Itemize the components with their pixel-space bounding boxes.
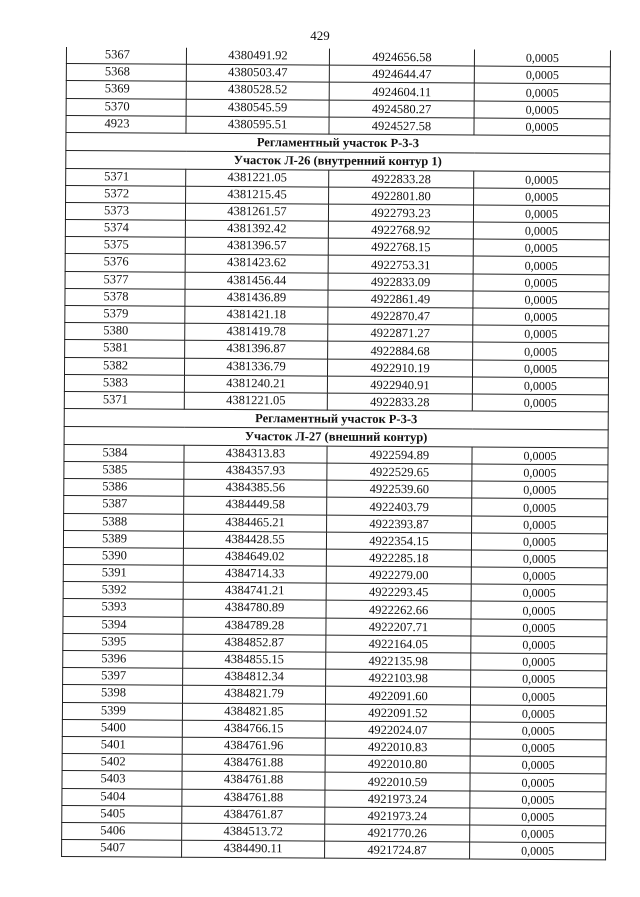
error-cell: 0,0005 bbox=[472, 447, 608, 465]
x-coordinate-cell: 4384649.02 bbox=[183, 548, 326, 566]
table-body bbox=[62, 47, 611, 860]
x-coordinate-cell: 4380528.52 bbox=[186, 82, 329, 100]
error-cell: 0,0005 bbox=[473, 274, 609, 292]
x-coordinate-cell: 4384761.88 bbox=[182, 754, 325, 772]
y-coordinate-cell: 4922768.92 bbox=[328, 221, 473, 239]
error-cell: 0,0005 bbox=[470, 739, 606, 757]
point-number-cell: 5371 bbox=[64, 391, 184, 409]
x-coordinate-cell: 4384761.88 bbox=[182, 772, 325, 790]
x-coordinate-cell: 4384357.93 bbox=[184, 462, 327, 480]
x-coordinate-cell: 4384449.58 bbox=[184, 497, 327, 515]
y-coordinate-cell: 4922529.65 bbox=[327, 463, 472, 481]
point-number-cell: 5402 bbox=[62, 754, 182, 772]
error-cell: 0,0005 bbox=[474, 83, 610, 101]
error-cell: 0,0005 bbox=[474, 171, 610, 189]
point-number-cell: 5377 bbox=[65, 271, 185, 289]
error-cell: 0,0005 bbox=[470, 825, 606, 843]
error-cell: 0,0005 bbox=[471, 601, 607, 619]
point-number-cell: 5384 bbox=[64, 444, 184, 462]
y-coordinate-cell: 4924527.58 bbox=[329, 117, 474, 135]
point-number-cell: 5370 bbox=[66, 98, 186, 116]
table-row bbox=[62, 840, 606, 861]
y-coordinate-cell: 4922594.89 bbox=[327, 446, 472, 464]
y-coordinate-cell: 4922091.60 bbox=[325, 686, 470, 704]
error-cell: 0,0005 bbox=[470, 808, 606, 826]
y-coordinate-cell: 4922164.05 bbox=[326, 635, 471, 653]
x-coordinate-cell: 4384821.85 bbox=[182, 703, 325, 721]
point-number-cell: 5390 bbox=[63, 547, 183, 565]
error-cell: 0,0005 bbox=[474, 188, 610, 206]
y-coordinate-cell: 4924656.58 bbox=[329, 49, 474, 67]
x-coordinate-cell: 4381392.42 bbox=[185, 220, 328, 238]
y-coordinate-cell: 4922884.68 bbox=[328, 342, 473, 360]
x-coordinate-cell: 4381336.79 bbox=[184, 358, 327, 376]
point-number-cell: 5396 bbox=[63, 650, 183, 668]
y-coordinate-cell: 4922861.49 bbox=[328, 290, 473, 308]
point-number-cell: 5381 bbox=[65, 340, 185, 358]
point-number-cell: 5397 bbox=[63, 668, 183, 686]
x-coordinate-cell: 4384513.72 bbox=[182, 823, 325, 841]
error-cell: 0,0005 bbox=[473, 291, 609, 309]
y-coordinate-cell: 4924604.11 bbox=[329, 82, 474, 100]
point-number-cell: 5378 bbox=[65, 288, 185, 306]
point-number-cell: 5373 bbox=[65, 202, 185, 220]
y-coordinate-cell: 4922103.98 bbox=[326, 669, 471, 687]
x-coordinate-cell: 4384855.15 bbox=[183, 651, 326, 669]
y-coordinate-cell: 4922833.28 bbox=[329, 170, 474, 188]
point-number-cell: 5404 bbox=[62, 788, 182, 806]
y-coordinate-cell: 4921770.26 bbox=[325, 824, 470, 842]
error-cell: 0,0005 bbox=[471, 619, 607, 637]
error-cell: 0,0005 bbox=[471, 550, 607, 568]
x-coordinate-cell: 4384428.55 bbox=[183, 531, 326, 549]
y-coordinate-cell: 4922393.87 bbox=[327, 515, 472, 533]
x-coordinate-cell: 4380595.51 bbox=[186, 116, 329, 134]
point-number-cell: 5398 bbox=[62, 685, 182, 703]
y-coordinate-cell: 4922262.66 bbox=[326, 601, 471, 619]
y-coordinate-cell: 4922135.98 bbox=[326, 652, 471, 670]
point-number-cell: 5372 bbox=[66, 185, 186, 203]
y-coordinate-cell: 4924644.47 bbox=[329, 65, 474, 83]
point-number-cell: 5383 bbox=[64, 374, 184, 392]
point-number-cell: 5386 bbox=[64, 479, 184, 497]
x-coordinate-cell: 4381396.57 bbox=[185, 238, 328, 256]
error-cell: 0,0005 bbox=[474, 66, 610, 84]
x-coordinate-cell: 4384766.15 bbox=[182, 720, 325, 738]
error-cell: 0,0005 bbox=[472, 481, 608, 499]
point-number-cell: 5374 bbox=[65, 220, 185, 238]
section-title: Регламентный участок Р-3-3 bbox=[66, 132, 610, 153]
y-coordinate-cell: 4922833.09 bbox=[328, 273, 473, 291]
x-coordinate-cell: 4381221.05 bbox=[184, 392, 327, 410]
y-coordinate-cell: 4922354.15 bbox=[326, 532, 471, 550]
x-coordinate-cell: 4380491.92 bbox=[186, 48, 329, 66]
y-coordinate-cell: 4922910.19 bbox=[327, 359, 472, 377]
error-cell: 0,0005 bbox=[474, 101, 610, 119]
section-subtitle: Участок Л-27 (внешний контур) bbox=[64, 426, 608, 447]
error-cell: 0,0005 bbox=[471, 636, 607, 654]
point-number-cell: 5400 bbox=[62, 719, 182, 737]
x-coordinate-cell: 4380503.47 bbox=[186, 64, 329, 82]
error-cell: 0,0005 bbox=[470, 790, 606, 808]
error-cell: 0,0005 bbox=[472, 515, 608, 533]
error-cell: 0,0005 bbox=[470, 756, 606, 774]
error-cell: 0,0005 bbox=[473, 342, 609, 360]
coordinates-table bbox=[61, 47, 611, 861]
y-coordinate-cell: 4921724.87 bbox=[325, 841, 470, 859]
point-number-cell: 5375 bbox=[65, 237, 185, 255]
coordinates-sheet bbox=[61, 47, 610, 861]
point-number-cell: 5376 bbox=[65, 254, 185, 272]
x-coordinate-cell: 4384812.34 bbox=[183, 668, 326, 686]
x-coordinate-cell: 4384761.88 bbox=[182, 789, 325, 807]
y-coordinate-cell: 4922010.83 bbox=[325, 738, 470, 756]
y-coordinate-cell: 4922833.28 bbox=[327, 393, 472, 411]
x-coordinate-cell: 4381396.87 bbox=[185, 341, 328, 359]
y-coordinate-cell: 4922207.71 bbox=[326, 618, 471, 636]
x-coordinate-cell: 4384821.79 bbox=[182, 686, 325, 704]
point-number-cell: 4923 bbox=[66, 115, 186, 133]
point-number-cell: 5395 bbox=[63, 633, 183, 651]
error-cell: 0,0005 bbox=[470, 705, 606, 723]
point-number-cell: 5385 bbox=[64, 461, 184, 479]
error-cell: 0,0005 bbox=[473, 205, 609, 223]
y-coordinate-cell: 4922024.07 bbox=[325, 721, 470, 739]
x-coordinate-cell: 4384490.11 bbox=[182, 840, 325, 858]
error-cell: 0,0005 bbox=[471, 653, 607, 671]
y-coordinate-cell: 4922801.80 bbox=[329, 187, 474, 205]
x-coordinate-cell: 4381456.44 bbox=[185, 272, 328, 290]
y-coordinate-cell: 4922871.27 bbox=[328, 324, 473, 342]
error-cell: 0,0005 bbox=[471, 533, 607, 551]
error-cell: 0,0005 bbox=[470, 722, 606, 740]
error-cell: 0,0005 bbox=[472, 377, 608, 395]
point-number-cell: 5382 bbox=[65, 357, 185, 375]
point-number-cell: 5399 bbox=[62, 702, 182, 720]
y-coordinate-cell: 4922753.31 bbox=[328, 256, 473, 274]
error-cell: 0,0005 bbox=[471, 584, 607, 602]
y-coordinate-cell: 4922768.15 bbox=[328, 238, 473, 256]
error-cell: 0,0005 bbox=[471, 670, 607, 688]
y-coordinate-cell: 4922091.52 bbox=[325, 704, 470, 722]
point-number-cell: 5388 bbox=[64, 513, 184, 531]
point-number-cell: 5403 bbox=[62, 771, 182, 789]
error-cell: 0,0005 bbox=[472, 464, 608, 482]
error-cell: 0,0005 bbox=[474, 49, 610, 67]
point-number-cell: 5394 bbox=[63, 616, 183, 634]
x-coordinate-cell: 4384313.83 bbox=[184, 445, 327, 463]
point-number-cell: 5379 bbox=[65, 306, 185, 324]
point-number-cell: 5407 bbox=[62, 840, 182, 858]
x-coordinate-cell: 4381221.05 bbox=[186, 169, 329, 187]
error-cell: 0,0005 bbox=[472, 360, 608, 378]
section-subtitle: Участок Л-26 (внутренний контур 1) bbox=[66, 150, 610, 171]
x-coordinate-cell: 4384385.56 bbox=[184, 479, 327, 497]
error-cell: 0,0005 bbox=[470, 773, 606, 791]
y-coordinate-cell: 4922293.45 bbox=[326, 583, 471, 601]
x-coordinate-cell: 4384741.21 bbox=[183, 582, 326, 600]
x-coordinate-cell: 4381436.89 bbox=[185, 289, 328, 307]
x-coordinate-cell: 4384852.87 bbox=[183, 634, 326, 652]
x-coordinate-cell: 4381423.62 bbox=[185, 255, 328, 273]
y-coordinate-cell: 4922279.00 bbox=[326, 566, 471, 584]
y-coordinate-cell: 4922793.23 bbox=[328, 204, 473, 222]
point-number-cell: 5406 bbox=[62, 822, 182, 840]
x-coordinate-cell: 4384465.21 bbox=[184, 514, 327, 532]
error-cell: 0,0005 bbox=[473, 325, 609, 343]
x-coordinate-cell: 4384761.87 bbox=[182, 806, 325, 824]
point-number-cell: 5368 bbox=[66, 64, 186, 82]
point-number-cell: 5405 bbox=[62, 805, 182, 823]
y-coordinate-cell: 4921973.24 bbox=[325, 807, 470, 825]
x-coordinate-cell: 4381240.21 bbox=[184, 375, 327, 393]
error-cell: 0,0005 bbox=[473, 308, 609, 326]
y-coordinate-cell: 4921973.24 bbox=[325, 790, 470, 808]
error-cell: 0,0005 bbox=[474, 118, 610, 136]
x-coordinate-cell: 4381215.45 bbox=[186, 186, 329, 204]
y-coordinate-cell: 4922940.91 bbox=[327, 376, 472, 394]
error-cell: 0,0005 bbox=[472, 498, 608, 516]
point-number-cell: 5392 bbox=[63, 582, 183, 600]
point-number-cell: 5401 bbox=[62, 736, 182, 754]
y-coordinate-cell: 4922010.59 bbox=[325, 772, 470, 790]
error-cell: 0,0005 bbox=[473, 222, 609, 240]
x-coordinate-cell: 4381261.57 bbox=[185, 203, 328, 221]
x-coordinate-cell: 4384789.28 bbox=[183, 617, 326, 635]
error-cell: 0,0005 bbox=[473, 256, 609, 274]
point-number-cell: 5391 bbox=[63, 565, 183, 583]
y-coordinate-cell: 4922539.60 bbox=[327, 480, 472, 498]
section-title: Регламентный участок Р-3-3 bbox=[64, 409, 608, 430]
point-number-cell: 5371 bbox=[66, 168, 186, 186]
point-number-cell: 5367 bbox=[66, 47, 186, 64]
x-coordinate-cell: 4384714.33 bbox=[183, 565, 326, 583]
error-cell: 0,0005 bbox=[472, 394, 608, 412]
point-number-cell: 5369 bbox=[66, 81, 186, 99]
x-coordinate-cell: 4384780.89 bbox=[183, 600, 326, 618]
x-coordinate-cell: 4381419.78 bbox=[185, 323, 328, 341]
error-cell: 0,0005 bbox=[470, 842, 606, 860]
point-number-cell: 5380 bbox=[65, 323, 185, 341]
point-number-cell: 5387 bbox=[64, 496, 184, 514]
x-coordinate-cell: 4380545.59 bbox=[186, 99, 329, 117]
y-coordinate-cell: 4922285.18 bbox=[326, 549, 471, 567]
page-number: 429 bbox=[310, 28, 330, 43]
error-cell: 0,0005 bbox=[471, 567, 607, 585]
y-coordinate-cell: 4922870.47 bbox=[328, 307, 473, 325]
y-coordinate-cell: 4924580.27 bbox=[329, 100, 474, 118]
x-coordinate-cell: 4384761.96 bbox=[182, 737, 325, 755]
y-coordinate-cell: 4922010.80 bbox=[325, 755, 470, 773]
y-coordinate-cell: 4922403.79 bbox=[327, 497, 472, 515]
x-coordinate-cell: 4381421.18 bbox=[185, 306, 328, 324]
point-number-cell: 5393 bbox=[63, 599, 183, 617]
point-number-cell: 5389 bbox=[63, 530, 183, 548]
error-cell: 0,0005 bbox=[473, 239, 609, 257]
error-cell: 0,0005 bbox=[470, 687, 606, 705]
